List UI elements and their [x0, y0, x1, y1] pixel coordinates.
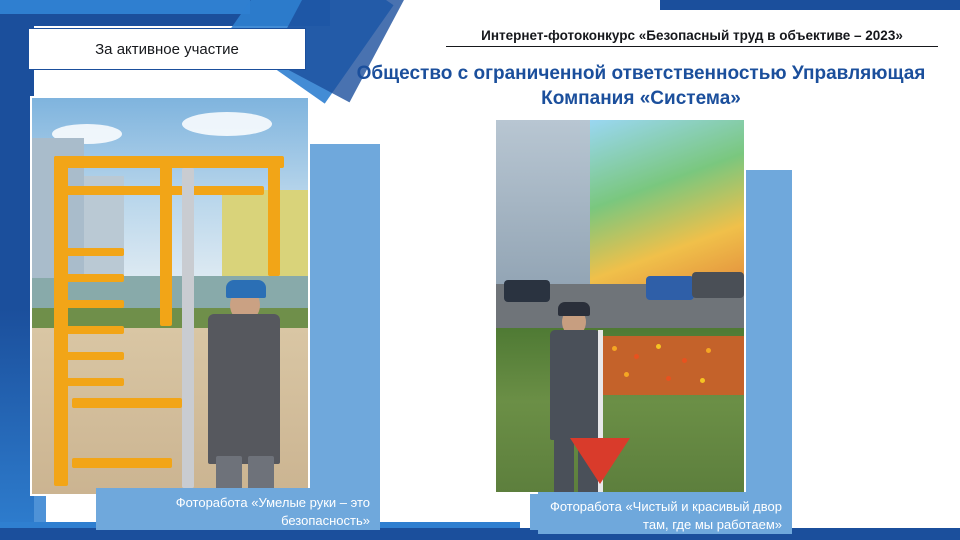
- flower-dot: [666, 376, 671, 381]
- car-icon: [692, 272, 744, 298]
- playground-rung: [54, 248, 124, 256]
- flower-dot: [634, 354, 639, 359]
- playground-rung: [54, 378, 124, 386]
- flower-dot: [706, 348, 711, 353]
- photo-right-building: [496, 120, 595, 284]
- photo-caption-left: Фотоработa «Умелые руки – это безопасность»: [96, 488, 380, 530]
- playground-rung: [54, 300, 124, 308]
- playground-rail-2: [54, 186, 264, 195]
- decor-left-strip: [0, 26, 34, 540]
- rake-head: [570, 438, 630, 484]
- decor-top-left-bar-light: [0, 0, 250, 14]
- flower-dot: [682, 358, 687, 363]
- flowerbed: [600, 336, 744, 396]
- playground-post-left: [54, 156, 68, 486]
- car-icon: [646, 276, 694, 300]
- playground-post-mid: [160, 156, 172, 326]
- playground-metal-pole: [182, 168, 194, 488]
- photo-left: [30, 96, 310, 496]
- playground-curved-bar: [72, 398, 182, 408]
- worker-jacket: [208, 314, 280, 464]
- playground-rung: [54, 326, 124, 334]
- worker-cap: [558, 302, 590, 316]
- playground-rung: [54, 274, 124, 282]
- flower-dot: [700, 378, 705, 383]
- photo-caption-right: Фотоработa «Чистый и красивый двор там, где мы работаем»: [538, 492, 792, 534]
- award-badge: [28, 28, 306, 70]
- cloud-icon: [182, 112, 272, 136]
- flower-dot: [624, 372, 629, 377]
- playground-low-bar: [72, 458, 172, 468]
- contest-header: Интернет-фотоконкурс «Безопасный труд в объективе – 2023»: [446, 28, 938, 47]
- worker-uniform: [550, 330, 600, 440]
- playground-post-right: [268, 156, 280, 276]
- playground-top-rail: [54, 156, 284, 168]
- worker-cap: [226, 280, 266, 298]
- photo-left-building-3: [222, 190, 308, 276]
- decor-top-right-bar: [660, 0, 960, 10]
- playground-rung: [54, 352, 124, 360]
- award-badge-label: За активное участие: [95, 40, 239, 58]
- page-title: Общество с ограниченной ответственностью Управляющая Компания «Система»: [356, 63, 926, 109]
- photo-right: [494, 118, 746, 494]
- flower-dot: [656, 344, 661, 349]
- flower-dot: [612, 346, 617, 351]
- car-icon: [504, 280, 550, 302]
